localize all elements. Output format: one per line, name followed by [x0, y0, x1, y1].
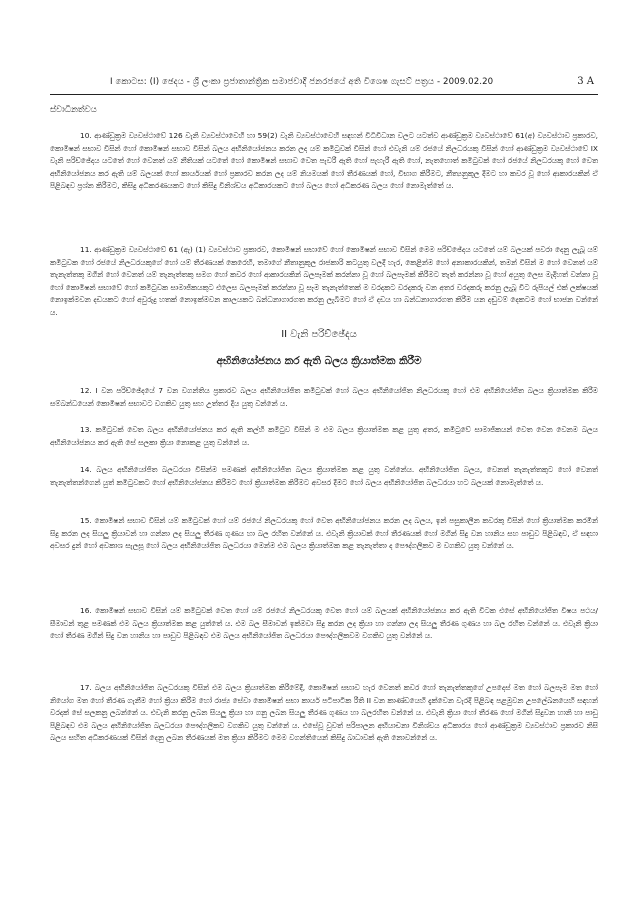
clause-10: 10. ආණ්ඩුක්‍රම ව්‍යවස්ථාවේ 126 වැනි ව්‍යවස්ථාවෙහි හා 59(2) වැනි ව්‍යවස්ථාවෙහි සඳහන් විධිවිධාන වලට යටත්ව ආණ්ඩුක්‍රම ව්‍යවස්ථාවේ 61(අ) ව්‍යවස්ථාව ප්‍රකාරව, කොමිෂන් සභාව විසින් හෝ කොමිෂන් සභාව විසින් බලය අභිනියෝජනය කරන ලද යම් කමිටුවක් විසින් හෝ එවැනි යම් රජයේ නිලධරයකු විසින් හෝ ආණ්ඩුක්‍රම ව්‍යවස්ථාවේ IX වැනි පරිච්ඡේදය යටතේ හෝ වෙනත් යම් නීතියක් යටතේ හෝ කොමිෂන් සභාව වෙත පැවරී ඇති හෝ පැහැරී ඇති හෝ, නැතහොත් කමිටුවක් හෝ රජයේ නිලධරයකු හෝ වෙත අභිනියෝජනය කර ඇති යම් බලයක් හෝ කාර්යයක් හෝ ප්‍රකාරව කරන ලද යම් නියමයක් හෝ තීරණයක් හෝ, විභාග කිරීමට, නීත්‍යනුකූල දීමට හා කවර වූ හෝ ආකාරයකින් ඒ පිළිබඳව ප්‍රශ්න කිරීමට, කිසිදු අධිකරණයකට හෝ කිසිදු විනිශ්චය අධිකාරයකට හෝ බලය හෝ අධිකරණ බලය හෝ නොමැත්තේ ය.	[50, 131, 598, 191]
page-header	[50, 76, 598, 95]
section-label: ස්වාධීනත්වය	[50, 104, 97, 114]
page-number: 3 A	[577, 76, 594, 87]
clause-17: 17. බලය අභිනියෝජිත බලධරයකු විසින් එම බලය ක්‍රියාත්මක කිරීමේදී, කොමිෂන් සභාව හැර වෙනත් කවර හෝ තැනැත්තකුගේ උපදෙස් මත හෝ බලපෑම මත හෝ නියෝග මත හෝ තීරණ ගැනීම හෝ ක්‍රියා කිරීම හෝ රාජ්‍ය සේවා කොමිෂන් සභා කාර්ය පටිපාටික රීති II වන කාණ්ඩයෙහි දැක්වෙන වැරදි පිළිබඳ පළමුවන උපලේඛනයෙහි සඳහන් වරදක් සේ සලකනු ලබන්නේ ය. එවැනි කරනු ලබන සියලු ක්‍රියා හා ගනු ලබන සියලු තීරණ ගුණය හා බලරහිත වන්නේ ය. එවැනි ක්‍රියා හෝ තීරණ හෝ මගින් සිදුවන හානි හා පාඩු පිළිබඳව එම බලය අභිනියෝජිත බලධරයා පෞද්ගලිකව වගකිව යුතු වන්නේ ය. එසේවූ වුවත් පරිපාලන අභියාචනා විනිශ්චය අධිකාරය හෝ ආණ්ඩුක්‍රම ව්‍යවස්ථාව ප්‍රකාරව නිසි බලය සහිත අධිකරණයක් විසින් දෙනු ලබන තීරණයක් මත ක්‍රියා කිරීමට මෙම වගන්තියෙන් කිසිදු බාධාවක් ඇති නොවන්නේ ය.	[50, 683, 598, 743]
chapter-subtitle: අභිනියෝජනය කර ඇති බලය ක්‍රියාත්මක කිරීම	[216, 355, 422, 367]
clause-14: 14. බලය අභිනියෝජිත බලධරයා විසින්ම පමණක් අභිනියෝජිත බලය ක්‍රියාත්මක කළ යුතු වන්නේය. අභිනියෝජිත බලය, වෙනත් තැනැත්තකුට හෝ වෙනත් තැනැත්තන්ගෙන් යුත් කමිටුවකට හෝ අභිනියෝජනය කිරීමට හෝ ක්‍රියාත්මක කිරීමට අවසර දීමට හෝ බලය අභිනියෝජිත බලධරයා හට බලයක් නොමැත්තේ ය.	[50, 465, 598, 487]
clause-11: 11. ආණ්ඩුක්‍රම ව්‍යවස්ථාවේ 61 (ඇ) (1) ව්‍යවස්ථාව ප්‍රකාරව, කොමිෂන් සභාවේ හෝ කොමිෂන් සභාව විසින් මෙම පරිච්ඡේදය යටතේ යම් බලයක් පවරා දෙනු ලැබූ යම් කමිටුවක හෝ රජයේ නිලධරයකුගේ හෝ යම් තීරණයක් කෙරෙහි, තමාගේ නීතානුකූල රාජකාරි කටයුතු වලදී හැර, කෙළින්ම හෝ අනාකාරයකින්, තමන් විසින් ම හෝ වෙනත් යම් තැනැත්තකු මගින් හෝ වෙනත් යම් තැනැත්තකු සමග හෝ කවර හෝ ආකාරයකින් බලපෑමක් කරන්නා වූ හෝ බලපෑමක් කිරීමට තැත් කරන්නා වූ හෝ අයුතු ලෙස මැදිහත් වන්නා වූ හෝ කොමිෂන් සභාවේ හෝ කමිටුවක සාමාජිකයකුට එලෙස බලපෑමක් කරන්නා වූ සෑම තැනැත්තෙක් ම වරදකට වරදකරු වන අතර වරදකරු කරනු ලැබූ විට රුපියල් එක් ලක්ෂයක් නොඉක්මවන දඩයකට හෝ අවුරුදු හතක් නොඉක්මවන කාලයකට බන්ධනාගාරගත කරනු ලැබීමට හෝ ඒ දඩය හා බන්ධනාගාරගත කිරීම යන දඬුවම් දෙකටම හෝ භාජන වන්නේ ය.	[50, 245, 598, 317]
clause-16: 16. කොමිෂන් සභාව විසින් යම් කමිටුවක් වෙත හෝ යම් රජයේ නිලධරයකු වෙත හෝ යම් බලයක් අභිනියෝජනය කර ඇති විටක එසේ අභිනියෝජිත විෂය පථය/සීමාවන් තුළ පමණක් එම බලය ක්‍රියාත්මක කළ යුත්තේ ය. එම බල සීමාවන් ඉක්මවා සිදු කරන ලද ක්‍රියා හා ගන්නා ලද සියලු තීරණ ගුණය හා බල රහිත වන්නේ ය. එවැනි ක්‍රියා හෝ තීරණ මගින් සිදු වන හානිය හා පාඩුව පිළිබඳව එම බලය අභිනියෝජිත බලධරයා පෞද්ගලිකවම වගකිව යුතු වන්නේ ය.	[50, 606, 598, 641]
chapter-heading: II වැනි පරිච්ඡේදය	[281, 329, 357, 340]
clause-13: 13. කමිටුවක් වෙත බලය අභිනියෝජනය කර ඇති කල්හි කමිටුව විසින් ම එම බලය ක්‍රියාත්මක කළ යුතු අතර, කමිටුවේ සාමාජිකයන් වෙත වෙන වෙනම බලය අභිනියෝජනය කර ඇති සේ සලකා ක්‍රියා නොකළ යුතු වන්නේ ය.	[50, 425, 598, 447]
clause-15: 15. කොමිෂන් සභාව විසින් යම් කමිටුවක් හෝ යම් රජයේ නිලධරයකු හෝ වෙත අභිනියෝජනය කරන ලද බලය, ඉන් පසුකාලීන කවරකු විසින් හෝ ක්‍රියාත්මක කරමින් සිදු කරන ලද සියලු ක්‍රියාවන් හා ගන්නා ලද සියලු තීරණ ගුණය හා බල රහිත වන්නේ ය. එවැනි ක්‍රියාවක් හෝ තීරණයක් හෝ මගින් සිදු වන හානිය සහ පාඩුව පිළිබඳව, ඒ සඳහා අවසර දුන් හෝ අවකාශ සැලසූ හෝ බලය අභිනියෝජිත බලධරයා මෙන්ම එම බලය ක්‍රියාත්මක කළ තැනැත්තා ද පෞද්ගලිකව ම වගකිව යුතු වන්නේ ය.	[50, 516, 598, 551]
gazette-title: I කොටස: (I) ඡෙදය - ශ්‍රී ලංකා ප්‍රජාතාන්ත්‍රික සමාජවාදී ජනරජයේ අති විශෙෂ ගැසට් පත්‍රය - 2009.02.20	[110, 77, 494, 87]
clause-12: 12. I වන පරිච්ඡේදයේ 7 වන වගන්තිය ප්‍රකාරව බලය අභිනියෝජිත කමිටුවක් හෝ බලය අභිනියෝජිත නිලධරයකු හෝ එම අභිනියෝජිත බලය ක්‍රියාත්මක කිරීම සම්බන්ධයෙන් කොමිෂන් සභාවට වගකිව යුතු සහ උත්තර දිය යුතු වන්නේ ය.	[50, 386, 598, 408]
